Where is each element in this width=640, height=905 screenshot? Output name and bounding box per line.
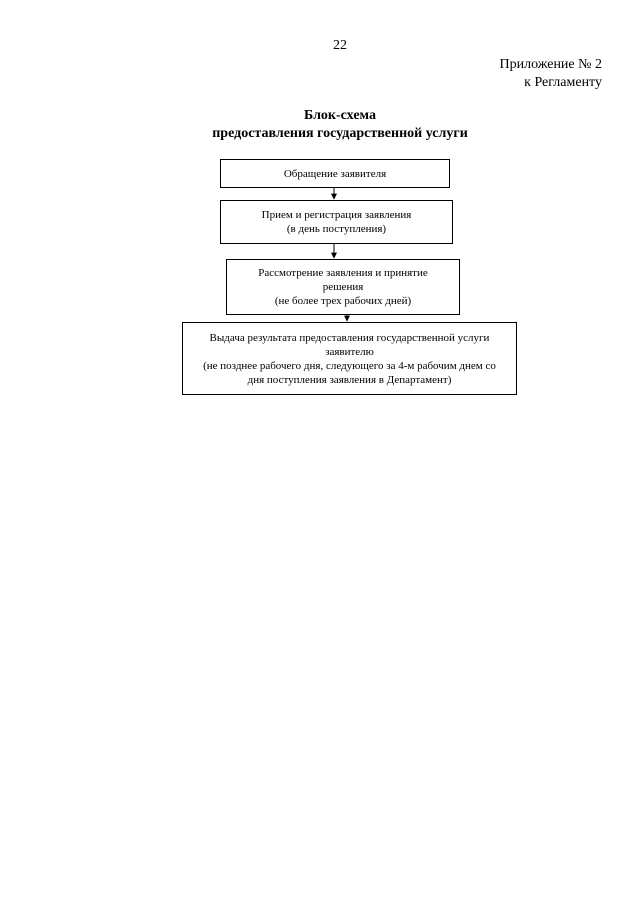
step3-line-2: решения	[322, 281, 364, 293]
step4-line-3: (не позднее рабочего дня, следующего за 4-м рабочим днем со	[203, 359, 496, 372]
step-review-box	[226, 259, 460, 315]
step4-line-2: заявителю	[325, 345, 374, 358]
step3-line-3: (не более трех рабочих дней)	[274, 295, 412, 307]
step3-line-1: Рассмотрение заявления и принятие	[258, 267, 428, 279]
step4-line-1: Выдача результата предоставления государственной услуги	[209, 331, 490, 344]
page-number: 22	[333, 38, 347, 53]
diagram-title-line-2: предоставления государственной услуги	[212, 126, 468, 141]
appendix-line-1: Приложение № 2	[499, 57, 602, 72]
step1-line-1: Обращение заявителя	[283, 167, 387, 180]
step-application-box	[220, 159, 450, 188]
diagram-title-line-1: Блок-схема	[304, 108, 376, 123]
step-issuance-box	[182, 322, 517, 395]
step2-line-1: Прием и регистрация заявления	[261, 209, 412, 221]
appendix-line-2: к Регламенту	[524, 75, 602, 90]
diagram-title	[0, 107, 640, 143]
appendix-label	[500, 56, 603, 92]
step4-line-4: дня поступления заявления в Департамент)	[247, 373, 452, 386]
step-registration-box	[220, 200, 453, 244]
step2-line-2: (в день поступления)	[286, 223, 387, 235]
